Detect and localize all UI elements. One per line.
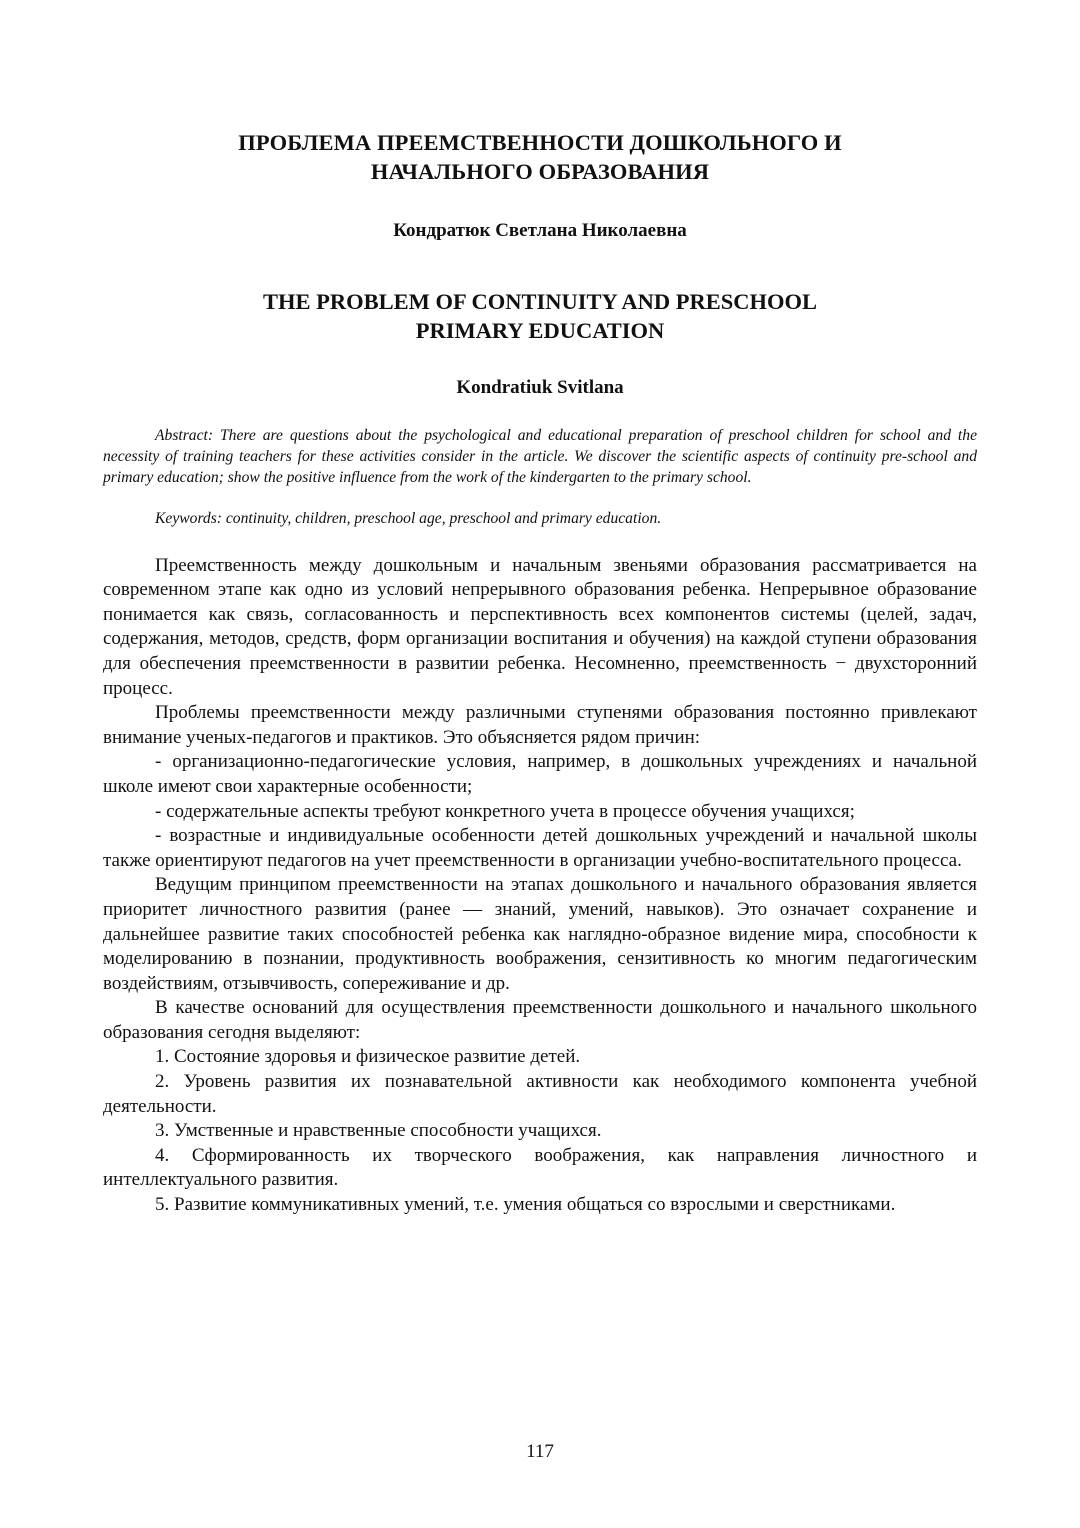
list-item: - содержательные аспекты требуют конкретного учета в процессе обучения учащихся; [155,800,855,822]
article-title-ru [103,128,977,186]
author-name-ru: Кондратюк Светлана Николаевна [393,220,687,241]
list-item: - возрастные и индивидуальные особенности детей дошкольных учреждений и начальной школы также ориентируют педагогов на учет преемственности в организации учебно-воспитательного процесса. [103,825,977,871]
body-paragraph: В качестве оснований для осуществления преемственности дошкольного и начального школьного образования сегодня выделяют: [103,997,977,1043]
body-paragraph: Ведущим принципом преемственности на этапах дошкольного и начального образования является приоритет личностного развития (ранее — знаний, умений, навыков). Это означает сохранение и дальнейшее развитие таких способностей ребенка как наглядно-образное видение мира, способности к моделированию в познании, продуктивность воображения, сензитивность ко многим педагогическим воздействиям, отзывчивость, сопереживание и др. [103,874,977,994]
abstract: Abstract: There are questions about the psychological and educational preparation of preschool children for school and the necessity of training teachers for these activities consider in the article. We discover the scientific aspects of continuity pre-school and primary education; show the positive influence from the work of the kindergarten to the primary school. [103,427,977,487]
title-en-line-1: THE PROBLEM OF CONTINUITY AND PRESCHOOL [262,289,818,314]
title-en-line-2: PRIMARY EDUCATION [415,318,665,343]
list-item: - организационно-педагогические условия, например, в дошкольных учреждениях и начальной школе имеют свои характерные особенности; [103,751,977,797]
body-paragraph: Преемственность между дошкольным и начальным звеньями образования рассматривается на современном этапе как одно из условий непрерывного образования ребенка. Непрерывное образование понимается как связь, согласованность и перспективность всех компонентов системы (целей, задач, содержания, методов, средств, форм организации воспитания и обучения) на каждой ступени образования для обеспечения преемственности в развитии ребенка. Несомненно, преемственность − двухсторонний процесс. [103,554,977,699]
article-title-en [103,287,977,345]
body-paragraph: Проблемы преемственности между различными ступенями образования постоянно привлекают внимание ученых-педагогов и практиков. Это объясняется рядом причин: [103,702,977,748]
article-content [103,128,977,1218]
article-body [103,554,977,1218]
title-ru-line-2: НАЧАЛЬНОГО ОБРАЗОВАНИЯ [370,159,710,184]
numbered-item: 4. Сформированность их творческого воображения, как направления личностного и интеллектуального развития. [103,1144,977,1191]
title-ru-line-1: ПРОБЛЕМА ПРЕЕМСТВЕННОСТИ ДОШКОЛЬНОГО И [238,130,842,155]
numbered-item: 2. Уровень развития их познавательной активности как необходимого компонента учебной деятельности. [103,1071,977,1117]
numbered-item: 5. Развитие коммуникативных умений, т.е. умения общаться со взрослыми и сверстниками. [155,1194,896,1216]
numbered-item: 1. Состояние здоровья и физическое развитие детей. [155,1046,581,1068]
numbered-item: 3. Умственные и нравственные способности учащихся. [155,1120,602,1142]
author-name-en: Kondratiuk Svitlana [456,377,624,398]
keywords: Keywords: continuity, children, preschool age, preschool and primary education. [155,509,662,527]
page-number: 117 [526,1441,554,1462]
